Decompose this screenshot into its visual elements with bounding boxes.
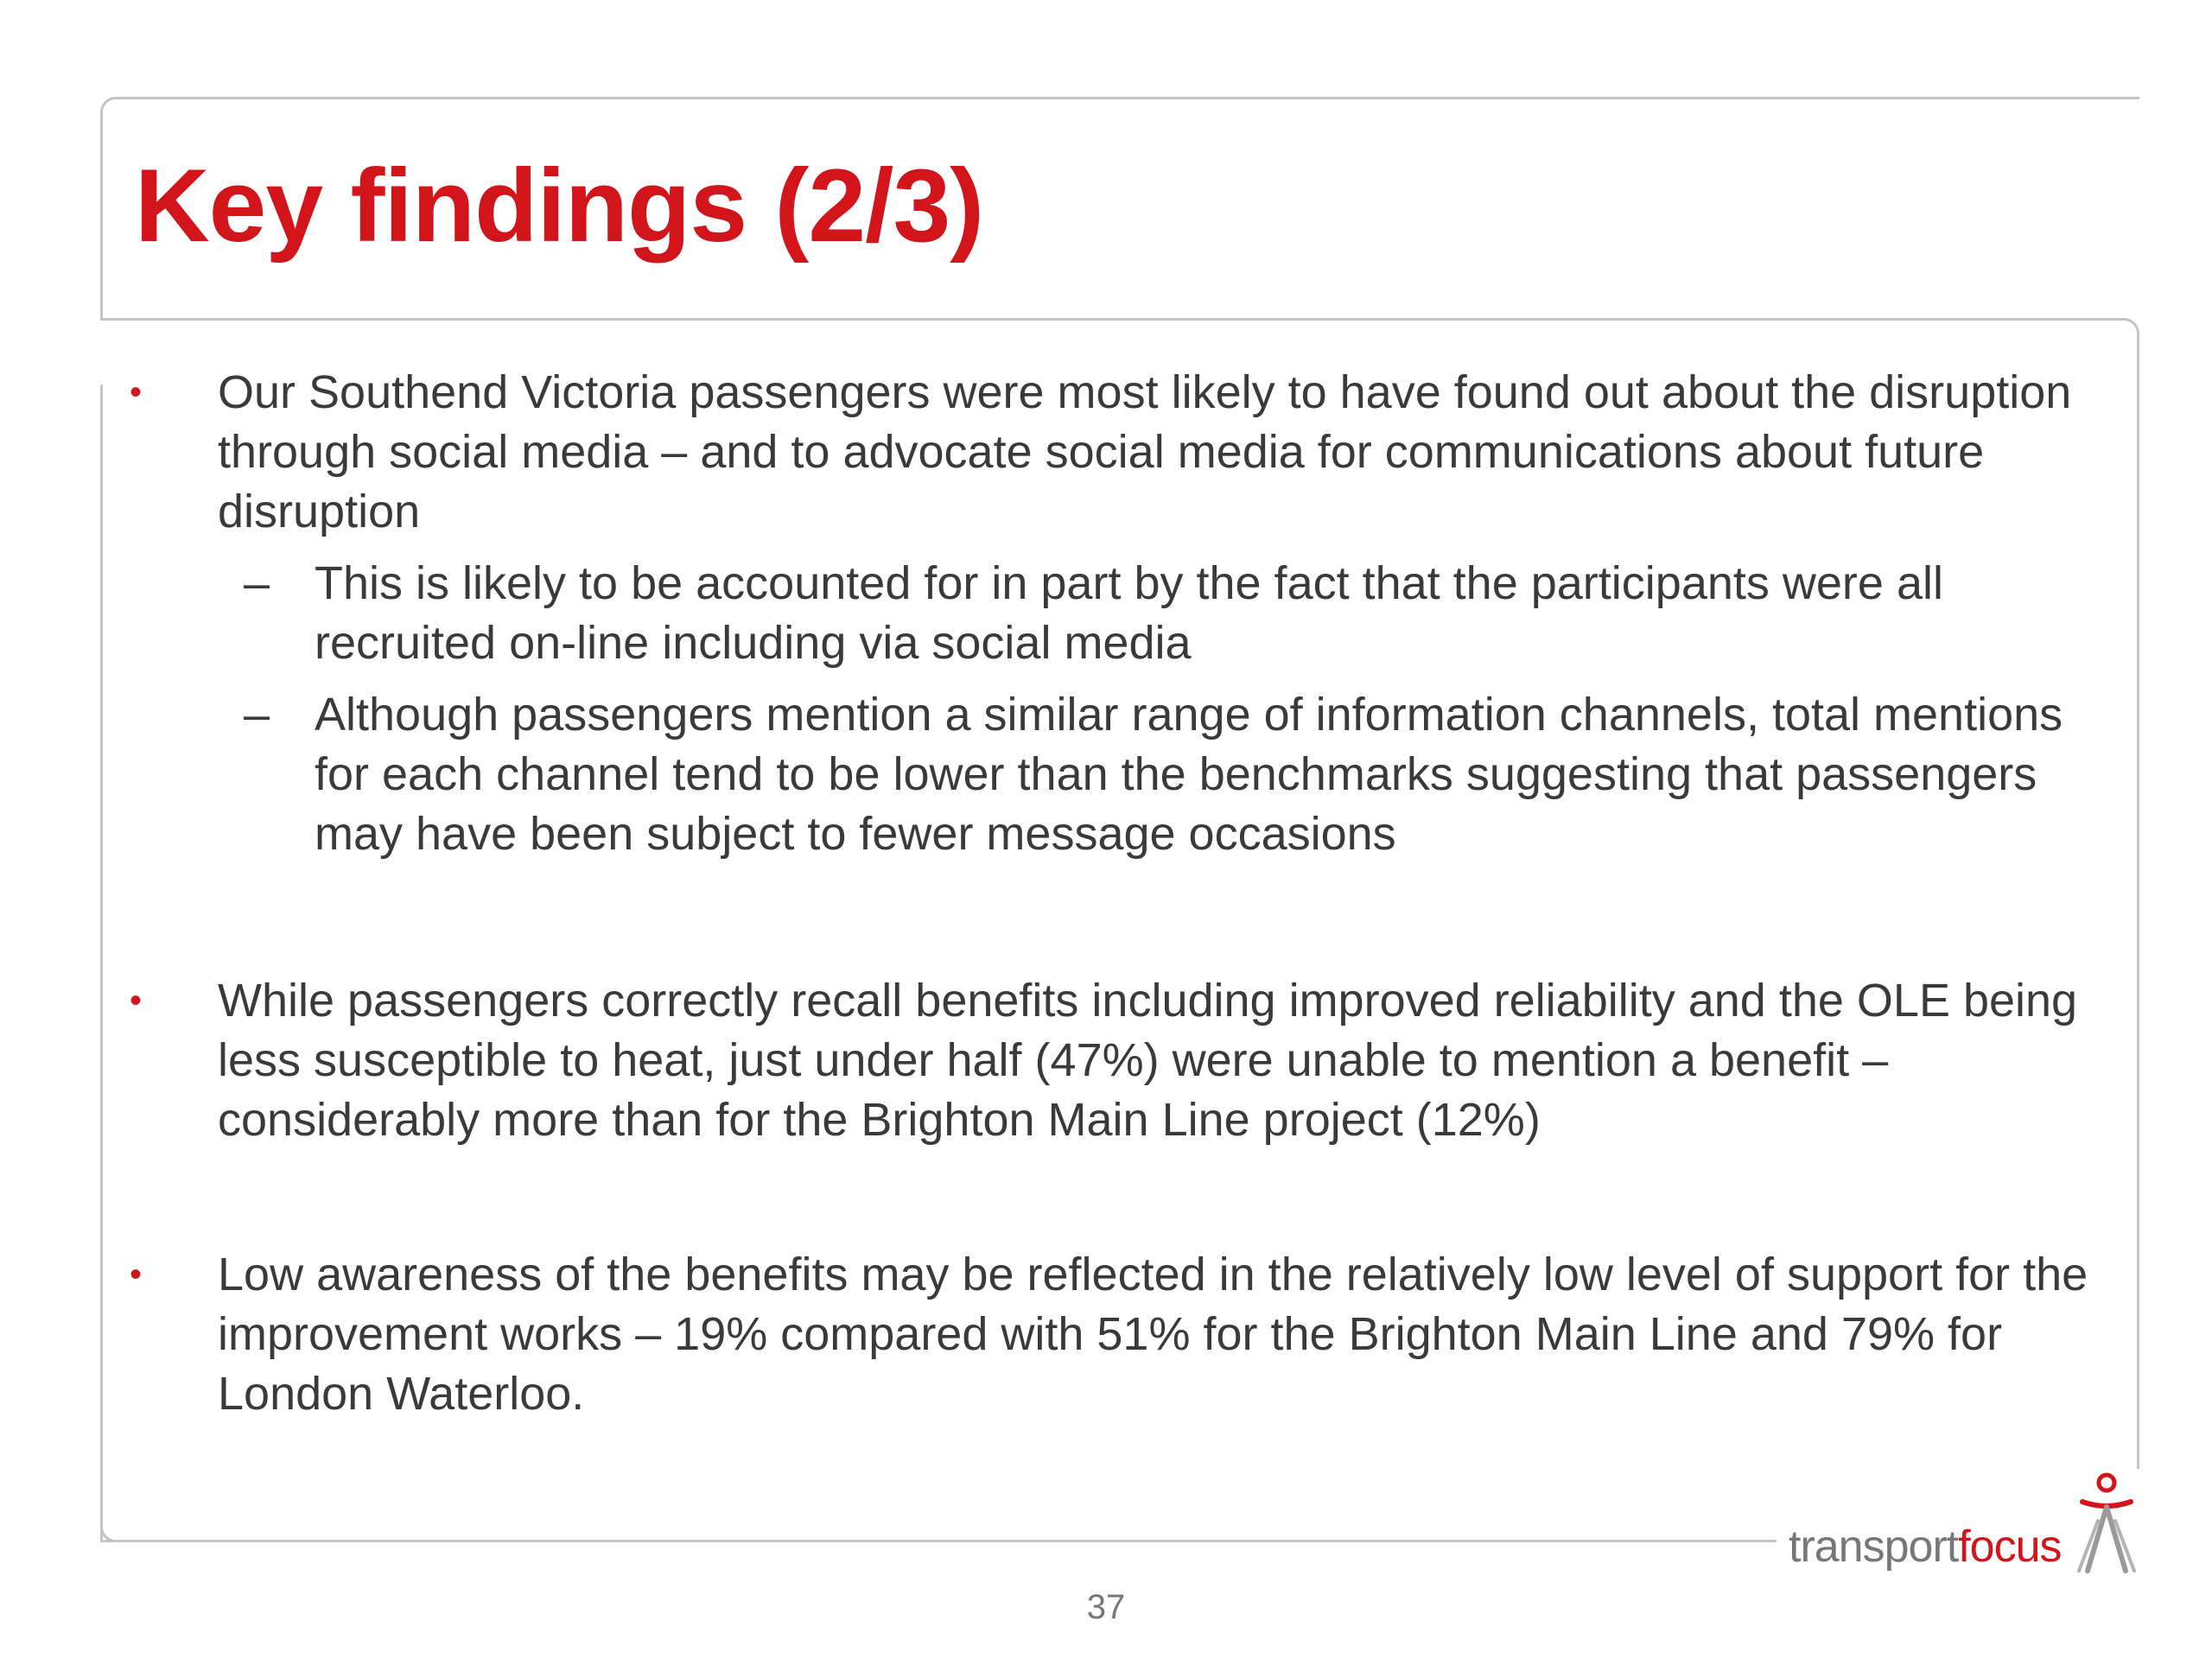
bullet-marker: • [130,373,143,411]
bullet-text: While passengers correctly recall benefits including improved reliability and the OLE being less susceptible to heat, just under half (47%) were unable to mention a benefit – considerably more than for the Brighton Main Line project (12%) [218,975,2078,1146]
page-number: 37 [1086,1588,1126,1626]
bullet-item-2 [130,971,2100,1150]
body-frame-left [100,385,103,1542]
sub-item-text: This is likely to be accounted for in part by the fact that the participants were all recruited on-line including via social media [315,557,1943,669]
sub-item-marker: – [244,557,270,609]
bullet-marker: • [130,1255,143,1294]
body-frame-bottom [100,1540,1777,1542]
bullet-text: Low awareness of the benefits may be reflected in the relatively low level of support for the improvement works – 19% compared with 51% for the Brighton Main Line and 79% for London Waterloo. [218,1249,2088,1420]
spacer [130,876,2100,971]
sub-item-2 [218,685,2100,864]
bullet-text: Our Southend Victoria passengers were most likely to have found out about the disruption through social media – and to advocate social media for communications about future disruption [218,366,2072,537]
transportfocus-logo [1789,1469,2152,1581]
sub-item-marker: – [244,689,270,741]
transportfocus-figure-icon [2063,1469,2150,1581]
body-frame-top [100,318,2139,361]
logo-word-transport: transport [1789,1522,1959,1572]
sub-list [218,554,2100,864]
slide-content [130,363,2100,1424]
bullet-item-1 [130,363,2100,864]
spacer [130,1150,2100,1245]
bullet-marker: • [130,982,143,1020]
body-frame-right [2137,346,2139,1469]
bullet-item-3 [130,1245,2100,1424]
logo-wordmark [1789,1521,2062,1573]
logo-word-focus: focus [1958,1522,2062,1572]
sub-item-1 [218,554,2100,673]
sub-item-text: Although passengers mention a similar range of information channels, total mentions for each channel tend to be lower than the benchmarks suggesting that passengers may have been subject to fewer message occasions [315,689,2063,860]
slide-title: Key findings (2/3) [135,148,984,264]
